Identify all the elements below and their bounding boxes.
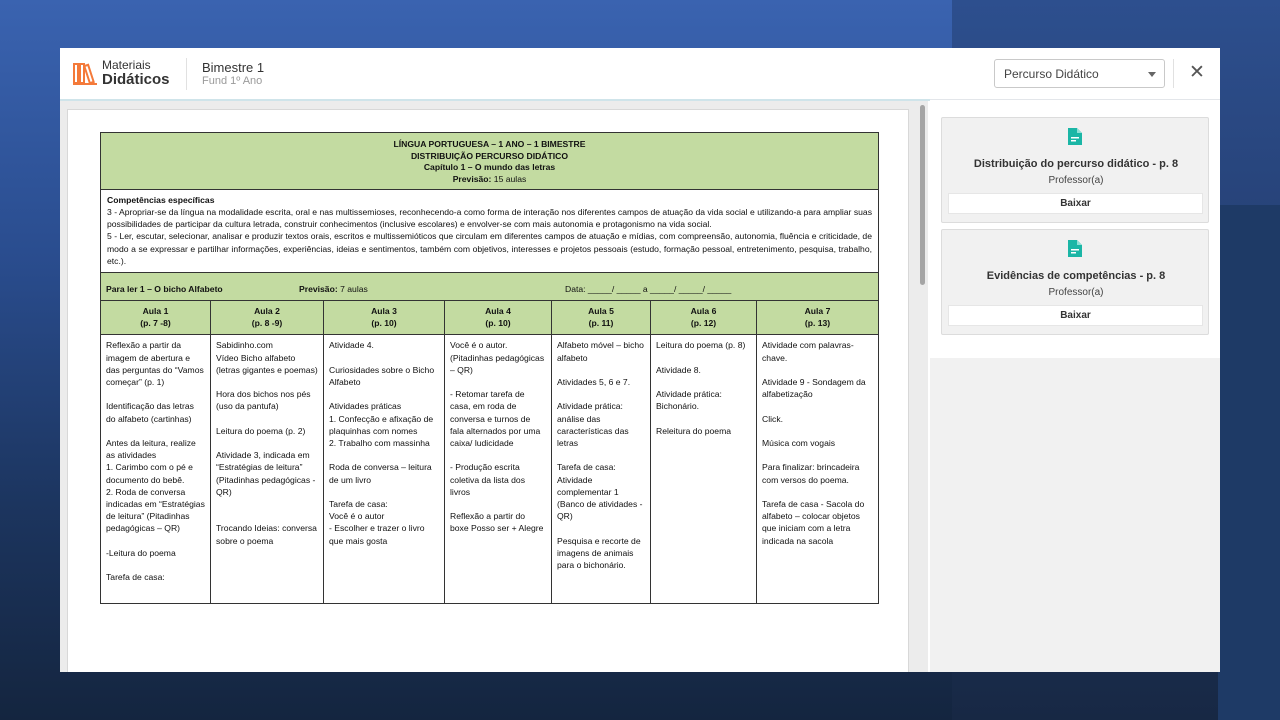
close-icon[interactable]: ✕ (1189, 62, 1205, 83)
doc-title-line2: DISTRIBUIÇÃO PERCURSO DIDÁTICO (410, 150, 569, 161)
table-header (101, 133, 878, 190)
select-value: Percurso Didático (1004, 67, 1099, 81)
card-subtitle: Professor(a) (1048, 287, 1104, 298)
doc-forecast: Previsão: 15 aulas (452, 173, 527, 184)
download-card (941, 117, 1209, 223)
brand-bottom: Didáticos (102, 71, 170, 88)
modal-header (60, 48, 1220, 100)
competencia-3: 3 - Apropriar-se da língua na modalidade escrita, oral e nas multissemioses, reconhecendo-a como forma de interação nos diferentes campos de atuação da vida social e utilizando-a para ampliar suas possibilidades de participar da cultura letrada, construir conhecimentos (inclusive escolares) e envolver-se com mais autonomia e protagonismo na vida social. (107, 207, 872, 230)
document-icon (1068, 240, 1082, 257)
card-title: Distribuição do percurso didático - p. 8 (973, 158, 1179, 170)
section-title: Para ler 1 – O bicho Alfabeto (106, 284, 223, 295)
section-bar (101, 273, 878, 301)
bimestre-subtitle: Fund 1º Ano (202, 75, 263, 87)
lesson-column (552, 301, 651, 603)
document-page (67, 109, 909, 672)
panel-empty-area (930, 358, 1220, 672)
document-viewer[interactable] (60, 101, 928, 672)
competencia-5: 5 - Ler, escutar, selecionar, analisar e produzir textos orais, escritos e multissemióticos que circulam em diferentes campos de atuação e mídias, com compreensão, autonomia, fluência e criticidade, de modo a se expressar e partilhar informações, experiências, ideias e sentimentos, também com objetivos, interesses e projetos pessoais (estudo, formação pessoal, entretenimento, pesquisa, trabalho, etc.). (107, 231, 872, 266)
competencias-title: Competências específicas (107, 195, 215, 206)
lesson-body: Leitura do poema (p. 8) Atividade 8. Atividade prática: Bichonário. Releitura do poema (656, 340, 746, 436)
lesson-column (445, 301, 552, 603)
bimestre-title: Bimestre 1 (202, 60, 265, 75)
document-icon (1068, 128, 1082, 145)
lesson-plan-table (100, 132, 879, 604)
lesson-header: Aula 3 (p. 10) (324, 301, 444, 335)
lesson-column (757, 301, 878, 603)
brand-top: Materiais (102, 58, 151, 72)
lesson-header: Aula 4 (p. 10) (445, 301, 551, 335)
download-card (941, 229, 1209, 335)
chevron-down-icon (1148, 72, 1156, 77)
books-icon (72, 60, 98, 86)
lesson-column (101, 301, 211, 603)
lessons-grid (101, 301, 878, 603)
lesson-body: Atividade com palavras-chave. Atividade 9 - Sondagem da alfabetização Click. Música com vogais Para finalizar: brincadeira com versos do poema. Tarefa de casa - Sacola do alfabeto – colocar objetos que iniciam com a letra indicada na sacola (762, 340, 866, 546)
header-divider-right (1173, 59, 1174, 88)
header-divider (186, 58, 187, 90)
lesson-body: Alfabeto móvel – bicho alfabeto Atividades 5, 6 e 7. Atividade prática: análise das características das letras Tarefa de casa: Atividade complementar 1 (Banco de atividades - QR) Pesquisa e recorte de imagens de animais para o bichonário. (557, 340, 644, 571)
download-button[interactable]: Baixar (948, 305, 1203, 326)
lesson-header: Aula 6 (p. 12) (651, 301, 756, 335)
materials-modal (60, 48, 1220, 672)
section-date: Data: _____/ _____ a _____/ _____/ _____ (565, 284, 732, 295)
lesson-header: Aula 1 (p. 7 -8) (101, 301, 210, 335)
doc-title-line1: LÍNGUA PORTUGUESA – 1 ANO – 1 BIMESTRE (393, 139, 586, 149)
lesson-header: Aula 2 (p. 8 -9) (211, 301, 323, 335)
download-button[interactable]: Baixar (948, 193, 1203, 214)
lesson-body: Você é o autor. (Pitadinhas pedagógicas – QR) - Retomar tarefa de casa, em roda de conversa e turnos de fala alternados por uma caixa/ ludicidade - Produção escrita coletiva da lista dos livros Reflexão a partir do boxe Posso ser + Alegre (450, 340, 545, 534)
lesson-body: Atividade 4. Curiosidades sobre o Bicho Alfabeto Atividades práticas 1. Confecção e afixação de plaquinhas com nomes 2. Trabalho com massinha Roda de conversa – leitura de um livro Tarefa de casa: Você é o autor - Escolher e trazer o livro que mais gosta (329, 340, 435, 546)
competencias-block (101, 190, 878, 273)
doc-title-line3: Capítulo 1 – O mundo das letras (423, 162, 556, 173)
lesson-header: Aula 7 (p. 13) (757, 301, 878, 335)
card-title: Evidências de competências - p. 8 (986, 270, 1166, 282)
section-forecast: Previsão: 7 aulas (299, 284, 368, 295)
lesson-column (211, 301, 324, 603)
lesson-column (651, 301, 757, 603)
material-type-select[interactable] (994, 59, 1165, 88)
lesson-header: Aula 5 (p. 11) (552, 301, 650, 335)
lesson-body: Sabidinho.com Vídeo Bicho alfabeto (letras gigantes e poemas) Hora dos bichos nos pés (uso da pantufa) Leitura do poema (p. 2) Atividade 3, indicada em “Estratégias de leitura” (Pitadinhas pedagógicas - QR) Trocando Ideias: conversa sobre o poema (216, 340, 318, 546)
background-band (1218, 205, 1280, 720)
lesson-body: Reflexão a partir da imagem de abertura e das perguntas do “Vamos começar” (p. 1) Identificação das letras do alfabeto (cartinhas) Antes da leitura, realize as atividades 1. Carimbo com o pé e documento do bebê. 2. Roda de conversa indicadas em “Estratégias de leitura” (Pitadinhas pedagógicas – QR) -Leitura do poema Tarefa de casa: (106, 340, 205, 583)
lesson-column (324, 301, 445, 603)
viewer-scrollbar[interactable] (920, 105, 925, 285)
card-subtitle: Professor(a) (1048, 175, 1104, 186)
